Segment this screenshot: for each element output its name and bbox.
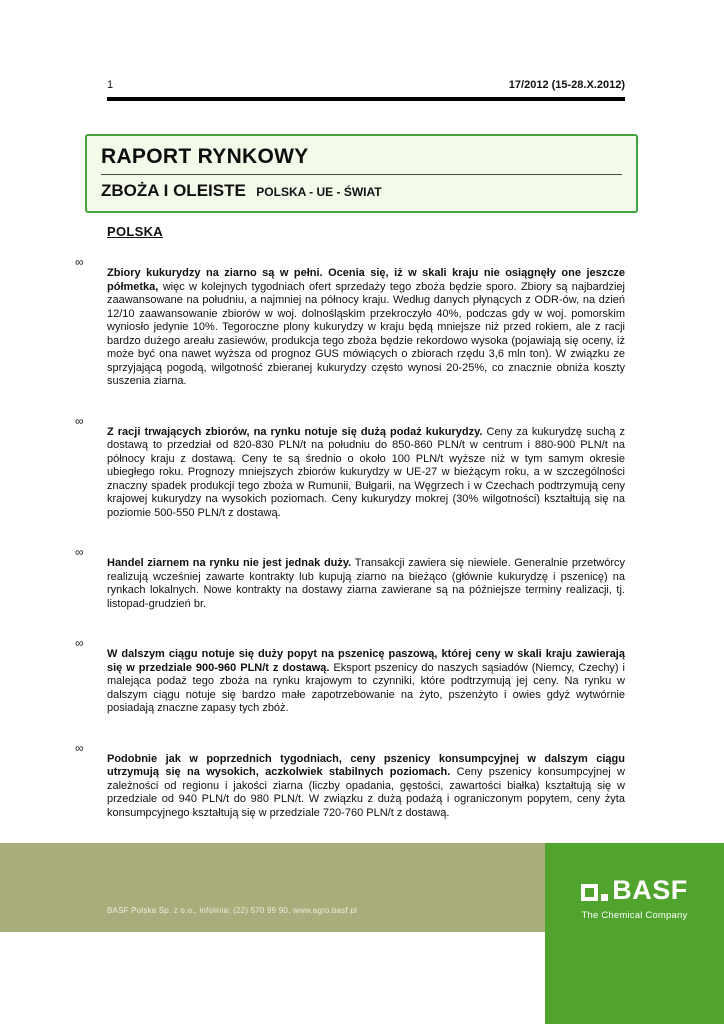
paragraph bbox=[107, 557, 625, 611]
paragraph bbox=[107, 753, 625, 821]
paragraph-body: Eksport pszenicy do naszych sąsiadów (Niemcy, Czechy) i malejąca podaż tego zboża na rynku krajowym to czynniki, które podtrzymują jej ceny. Na rynku w dalszym ciągu notuje się bardzo małe zapotrzebowanie na żyto, pszenżyto i owies gdyż wytwórnie posiadają znaczne zapasy tych zbóż. bbox=[107, 661, 625, 714]
bullet-list bbox=[75, 256, 625, 910]
report-title-box bbox=[85, 134, 638, 213]
footer-contact: BASF Polska Sp. z o.o., infolinia: (22) 570 99 90, www.agro.basf.pl bbox=[107, 906, 357, 915]
infinity-bullet-icon: ∞ bbox=[75, 255, 84, 269]
header-rule bbox=[107, 97, 625, 101]
paragraph-lead: Podobnie jak w poprzednich tygodniach, ceny pszenicy konsumpcyjnej w dalszym ciągu utrzymują się na wysokich, aczkolwiek stabilnych poziomach. bbox=[107, 752, 625, 778]
basf-square-solid-icon bbox=[601, 894, 608, 901]
report-title: RAPORT RYNKOWY bbox=[101, 145, 622, 175]
basf-square-outline-icon bbox=[581, 884, 598, 901]
paragraph-body: Transakcji zawiera się niewiele. Generalnie przetwórcy realizują wcześniej zawarte kontrakty lub kupują ziarno na bieżąco (głównie kukurydzę i pszenicę) na rynkach lokalnych. Nowe kontrakty na dostawy ziarna zawierane są na późniejsze terminy realizacji, tj. listopad-grudzień br. bbox=[107, 557, 625, 610]
basf-logo-text: BASF bbox=[612, 875, 688, 905]
paragraph-lead: W dalszym ciągu notuje się duży popyt na pszenicę paszową, której ceny w skali kraju zawierają się w przedziale 900-960 PLN/t z dostawą. bbox=[107, 648, 625, 674]
section-heading-polska: POLSKA bbox=[107, 224, 163, 239]
report-subtitle-main: ZBOŻA I OLEISTE bbox=[101, 181, 246, 200]
list-item bbox=[75, 637, 625, 727]
paragraph bbox=[107, 648, 625, 716]
report-subtitle-region: POLSKA - UE - ŚWIAT bbox=[256, 185, 382, 199]
basf-tagline: The Chemical Company bbox=[581, 910, 688, 921]
report-subtitle bbox=[101, 181, 622, 201]
paragraph bbox=[107, 426, 625, 521]
page-number: 1 bbox=[107, 79, 114, 91]
paragraph-body: Ceny pszenicy konsumpcyjnej w zależności od regionu i jakości ziarna (liczby opadania, gęstości, zawartości białka) kształtują się w przedziale od 940 PLN/t do 980 PLN/t. W związku z dużą podażą i ograniczonym popytem, ceny żyta konsumpcyjnego kształtują się w przedziale 720-760 PLN/t z dostawą. bbox=[107, 766, 625, 819]
list-item bbox=[75, 256, 625, 400]
infinity-bullet-icon: ∞ bbox=[75, 413, 84, 428]
page-header bbox=[107, 79, 625, 91]
list-item bbox=[75, 415, 625, 532]
paragraph-lead: Handel ziarnem na rynku nie jest jednak duży. bbox=[107, 557, 352, 569]
issue-label: 17/2012 (15-28.X.2012) bbox=[508, 79, 625, 91]
infinity-bullet-icon: ∞ bbox=[75, 740, 84, 755]
paragraph-body: Ceny za kukurydzę suchą z dostawą to przedział od 820-830 PLN/t na południu do 850-860 PLN/t w centrum i 880-900 PLN/t na północy kraju z dostawą. Ceny te są średnio o około 100 PLN/t wyższe niż w tym samym okresie ubiegłego roku. Prognozy mniejszych zbiorów kukurydzy w UE-27 w bieżącym roku, a w szczególności znaczny spadek produkcji tego zboża w Rumunii, Bułgarii, na Węgrzech i w Czechach podtrzymują ceny krajowej kukurydzy na wysokich poziomach. Ceny kukurydzy mokrej (30% wilgotności) kształtują się na poziomie 500-550 PLN/t z dostawą. bbox=[107, 425, 626, 519]
paragraph bbox=[107, 267, 625, 389]
infinity-bullet-icon: ∞ bbox=[75, 545, 84, 559]
list-item bbox=[75, 742, 625, 832]
basf-logo bbox=[545, 876, 724, 904]
paragraph-body: więc w kolejnych tygodniach ofert sprzedaży tego zboża będzie sporo. Zbiory są najbardziej zaawansowane na południu, a najmniej na północy kraju. Według danych płynących z ODR-ów, na dzień 12/10 zaawansowanie zbiorów w woj. dolnośląskim przekroczyło 40%, podczas gdy w woj. pomorskim wyniosło jedynie 10%. Tegoroczne plony kukurydzy w kraju będą mniejsze niż przed rokiem, ale z racji bardzo dużego areału zasiewów, produkcja tego zboża będzie rekordowo wysoka (pojawiają się oceny, iż może być ona nawet wyższa od prognoz GUS mówiących o zbiorach rzędu 3,6 mln ton). W związku ze sprzyjającą pogodą, wilgotność zbieranej kukurydzy często wynosi 20-25%, co znacznie obniża koszty suszenia ziarna. bbox=[107, 280, 625, 387]
list-item bbox=[75, 546, 625, 622]
basf-brand-block bbox=[545, 843, 724, 1024]
infinity-bullet-icon: ∞ bbox=[75, 636, 84, 650]
paragraph-lead: Zbiory kukurydzy na ziarno są w pełni. Ocenia się, iż w skali kraju nie osiągnęły one jeszcze półmetka, bbox=[107, 267, 625, 293]
paragraph-lead: Z racji trwających zbiorów, na rynku notuje się dużą podaż kukurydzy. bbox=[107, 425, 483, 438]
